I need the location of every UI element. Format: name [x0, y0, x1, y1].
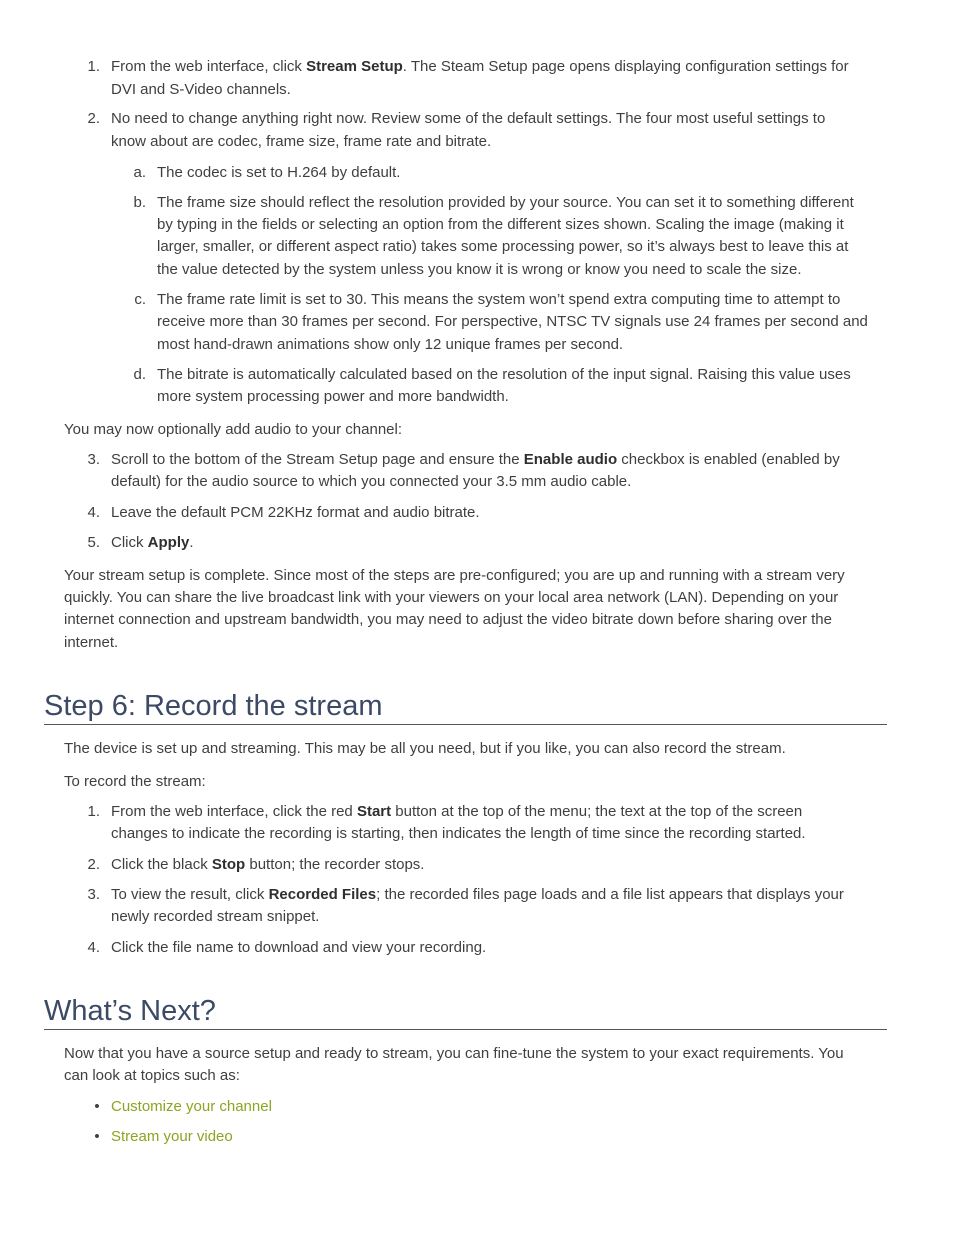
- section-heading-whats-next: What’s Next?: [44, 994, 887, 1030]
- list-item-text: Click the black Stop button; the recorder stops.: [111, 856, 425, 873]
- setup-complete-line: Your stream setup is complete. Since most of the steps are pre-configured; you are up and running with a stream very: [64, 567, 845, 584]
- list-item-text: changes to indicate the recording is starting, then indicates the length of time since the recording started.: [111, 825, 806, 842]
- list-number: 1.: [87, 803, 100, 820]
- list-item-text: From the web interface, click the red Start button at the top of the menu; the text at the top of the screen: [111, 803, 803, 820]
- sub-list-text: The frame rate limit is set to 30. This means the system won’t spend extra computing time to attempt to: [157, 291, 841, 308]
- sub-list-text: The codec is set to H.264 by default.: [157, 164, 401, 181]
- list-item-text: From the web interface, click Stream Setup. The Steam Setup page opens displaying configuration settings for: [111, 58, 849, 75]
- list-item-text: Click the file name to download and view your recording.: [111, 939, 487, 956]
- bullet-icon: •: [94, 1098, 100, 1115]
- list-item-text: Scroll to the bottom of the Stream Setup page and ensure the Enable audio checkbox is enabled (enabled by: [111, 451, 840, 468]
- list-number: 2.: [87, 110, 100, 127]
- sub-list-text: larger, smaller, or different aspect ratio) takes some processing power, so it’s always best to leave this at: [157, 238, 849, 255]
- list-item-text: default) for the audio source to which you connected your 3.5 mm audio cable.: [111, 473, 632, 490]
- sub-list-letter: b.: [133, 194, 146, 211]
- sub-list-text: by typing in the fields or selecting an option from the different sizes shown. Scaling the image (making it: [157, 216, 844, 233]
- list-number: 3.: [87, 451, 100, 468]
- step6-intro: The device is set up and streaming. This may be all you need, but if you like, you can also record the stream.: [64, 740, 786, 757]
- list-item-text: DVI and S-Video channels.: [111, 81, 291, 98]
- sub-list-letter: c.: [134, 291, 146, 308]
- sub-list-text: most hand-drawn animations show only 12 unique frames per second.: [157, 336, 624, 353]
- sub-list-text: receive more than 30 frames per second. For perspective, NTSC TV signals use 24 frames per second and: [157, 313, 868, 330]
- list-number: 4.: [87, 504, 100, 521]
- setup-complete-line: quickly. You can share the live broadcast link with your viewers on your local area network (LAN). Depending on your: [64, 589, 839, 606]
- setup-complete-line: internet.: [64, 634, 119, 651]
- list-item-text: Click Apply.: [111, 534, 194, 551]
- list-number: 5.: [87, 534, 100, 551]
- whats-next-line: can look at topics such as:: [64, 1067, 240, 1084]
- list-item-text: Leave the default PCM 22KHz format and audio bitrate.: [111, 504, 480, 521]
- section-heading-record: Step 6: Record the stream: [44, 689, 887, 725]
- link-customize-channel[interactable]: Customize your channel: [111, 1098, 272, 1115]
- step6-to-record: To record the stream:: [64, 773, 206, 790]
- list-number: 2.: [87, 856, 100, 873]
- sub-list-text: the value detected by the system unless you know it is wrong or know you need to scale the size.: [157, 261, 802, 278]
- list-item-text: To view the result, click Recorded Files; the recorded files page loads and a file list appears that displays your: [111, 886, 844, 903]
- list-item-text: newly recorded stream snippet.: [111, 908, 320, 925]
- list-number: 4.: [87, 939, 100, 956]
- whats-next-line: Now that you have a source setup and ready to stream, you can fine-tune the system to your exact requirements. You: [64, 1045, 844, 1062]
- list-item-text: know about are codec, frame size, frame rate and bitrate.: [111, 133, 492, 150]
- bullet-icon: •: [94, 1128, 100, 1145]
- sub-list-text: more system processing power and more bandwidth.: [157, 388, 509, 405]
- audio-intro: You may now optionally add audio to your channel:: [64, 421, 403, 438]
- list-number: 3.: [87, 886, 100, 903]
- sub-list-letter: d.: [133, 366, 146, 383]
- list-number: 1.: [87, 58, 100, 75]
- sub-list-text: The bitrate is automatically calculated based on the resolution of the input signal. Raising this value uses: [157, 366, 851, 383]
- link-stream-video[interactable]: Stream your video: [111, 1128, 233, 1145]
- list-item-text: No need to change anything right now. Review some of the default settings. The four most useful settings to: [111, 110, 826, 127]
- setup-complete-line: internet connection and upstream bandwidth, you may need to adjust the video bitrate down before sharing over the: [64, 611, 832, 628]
- sub-list-letter: a.: [133, 164, 146, 181]
- sub-list-text: The frame size should reflect the resolution provided by your source. You can set it to something different: [157, 194, 854, 211]
